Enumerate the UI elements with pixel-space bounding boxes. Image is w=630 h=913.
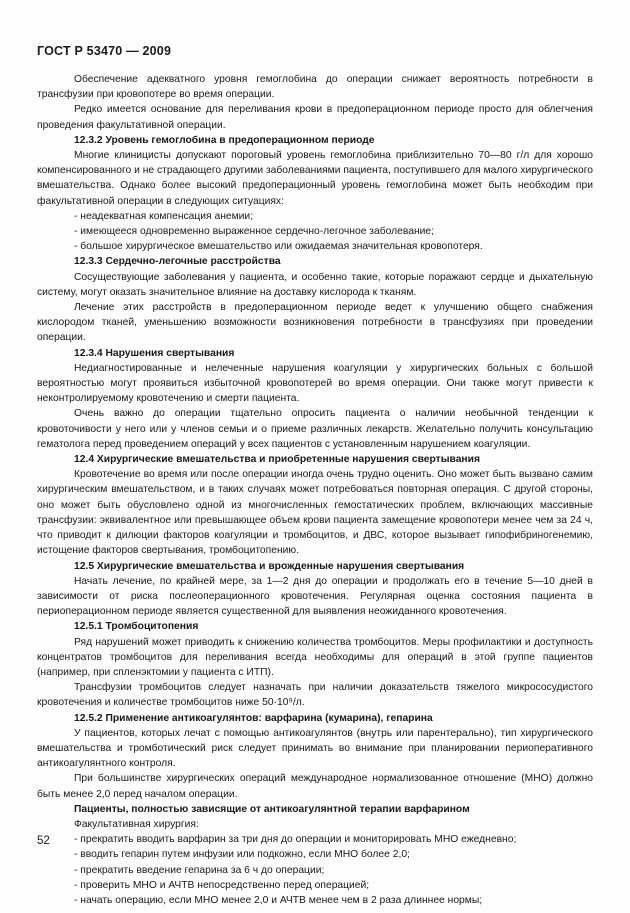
page-number: 52 <box>37 835 50 847</box>
paragraph: Сосуществующие заболевания у пациента, и особенно такие, которые поражают сердце и дыхательную систему, могут оказать значительное влияние на доставку кислорода к тканям. <box>37 271 593 298</box>
section-heading: Пациенты, полностью зависящие от антикоагулянтной терапии варфарином <box>74 803 470 815</box>
paragraph: У пациентов, которых лечат с помощью антикоагулянтов (внутрь или парентерально), тип хирургического вмешательства и тромботический риск следует принимать во внимание при планировании периоперативного антикоагулянтного контроля. <box>37 727 593 770</box>
document-body <box>37 72 593 908</box>
document-header: ГОСТ Р 53470 — 2009 <box>37 44 172 58</box>
paragraph: Очень важно до операции тщательно опросить пациента о наличии необычной тенденции к кровоточивости у него или у членов семьи и о приеме различных лекарств. Желательно получить консультацию гематолога перед проведением операций у всех пациентов с установленным нарушением коагуляции. <box>37 408 593 450</box>
paragraph: Трансфузии тромбоцитов следует назначать при наличии доказательств тяжелого микрососудистого кровотечения и количестве тромбоцитов ниже 50·10⁹/л. <box>37 682 593 709</box>
list-item: - прекратить введение гепарина за 6 ч до операции; <box>74 864 325 876</box>
section-heading: 12.3.4 Нарушения свертывания <box>74 347 235 359</box>
list-item: - неадекватная компенсация анемии; <box>74 210 254 222</box>
section-heading: 12.5.2 Применение антикоагулянтов: варфарина (кумарина), гепарина <box>74 712 433 724</box>
list-item: - большое хирургическое вмешательство или ожидаемая значительная кровопотеря. <box>74 241 483 253</box>
paragraph: Лечение этих расстройств в предоперационном периоде ведет к улучшению общего снабжения кислородом тканей, уменьшению возможности возникновения потребности в трансфузиях при проведении операции. <box>37 302 593 344</box>
paragraph: Обеспечение адекватного уровня гемоглобина до операции снижает вероятность потребности в трансфузии при кровопотере во время операции. <box>37 74 593 101</box>
list-item: - имеющееся одновременно выраженное сердечно-легочное заболевание; <box>74 226 434 238</box>
list-item: - прекратить вводить варфарин за три дня до операции и мониторировать МНО ежедневно; <box>74 834 517 846</box>
section-heading: 12.5.1 Тромбоцитопения <box>74 621 199 633</box>
paragraph: Ряд нарушений может приводить к снижению количества тромбоцитов. Меры профилактики и доступность концентратов тромбоцитов для переливания всегда необходимы для операций в этой группе пациентов (например, при спленэктомии у пациента с ИТП). <box>37 636 593 678</box>
list-item: Факультативная хирургия: <box>74 818 199 830</box>
section-heading: 12.5 Хирургические вмешательства и врожденные нарушения свертывания <box>74 560 465 572</box>
list-item: - проверить МНО и АЧТВ непосредственно перед операцией; <box>74 879 370 891</box>
paragraph: Редко имеется основание для переливания крови в предоперационном периоде просто для облегчения проведения факультативной операции. <box>37 104 593 131</box>
paragraph: Начать лечение, по крайней мере, за 1—2 дня до операции и продолжать его в течение 5—10 дней в зависимости от риска послеоперационного кровотечения. Регулярная оценка состояния пациента в периоперационном периоде является существенной для выявления неожиданного кровотечения. <box>37 575 593 618</box>
section-heading: 12.3.2 Уровень гемоглобина в предоперационном периоде <box>74 134 375 146</box>
paragraph: При большинстве хирургических операций международное нормализованное отношение (МНО) должно быть менее 2,0 перед началом операции. <box>37 773 593 800</box>
list-item: - начать операцию, если МНО менее 2,0 и АЧТВ менее чем в 2 раза длиннее нормы; <box>74 894 483 906</box>
list-item: - вводить гепарин путем инфузии или подкожно, если МНО более 2,0; <box>74 849 410 861</box>
paragraph: Многие клиницисты допускают пороговый уровень гемоглобина приблизительно 70—80 г/л для хорошо компенсированного и не страдающего другими заболеваниями пациента, поступившего для малого хирургического вмешательства. Однако более высокий предоперационный уровень гемоглобина может быть необходим при факультативной операции в следующих ситуациях: <box>37 150 593 207</box>
paragraph: Недиагностированные и нелеченные нарушения коагуляции у хирургических больных с большой вероятностью могут проявиться избыточной кровопотерей во время операции. Они также могут привести к неконтролируемому кровотечению и смерти пациента. <box>37 362 593 405</box>
paragraph: Кровотечение во время или после операции иногда очень трудно оценить. Оно может быть вызвано самим хирургическим вмешательством, и в таких случаях может потребоваться повторная операция. С другой стороны, оно может быть обусловлено одной из многочисленных гемостатических проблем, включающих массивные трансфузии: эквивалентное или превышающее объем крови пациента замещение кровопотери менее чем за 24 ч, что приводит к дилюции факторов коагуляции и тромбоцитов, и ДВС, которое вызывает гипофибриногенемию, истощение факторов свертывания, тромбоцитопению. <box>37 469 593 557</box>
section-heading: 12.4 Хирургические вмешательства и приобретенные нарушения свертывания <box>74 454 480 466</box>
section-heading: 12.3.3 Сердечно-легочные расстройства <box>74 256 281 268</box>
